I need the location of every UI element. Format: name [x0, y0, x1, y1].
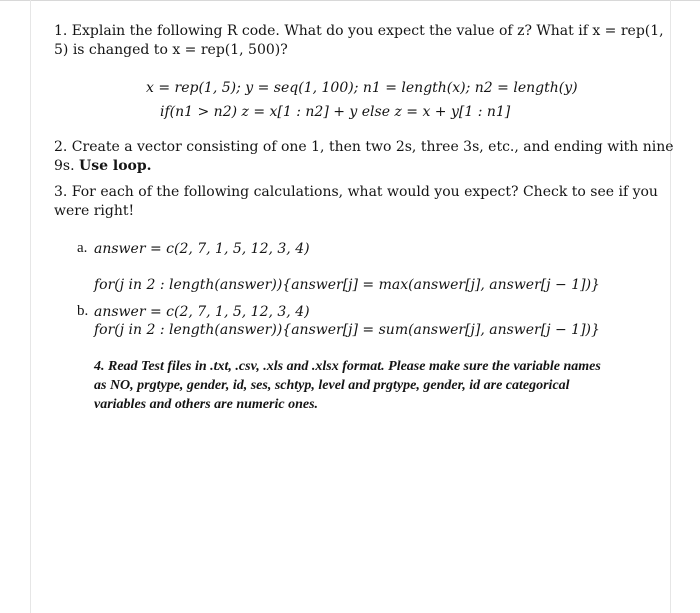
- q2-line-2-prefix: 9s.: [54, 158, 75, 174]
- q1-code-line-1: x = rep(1, 5); y = seq(1, 100); n1 = length(x); n2 = length(y): [146, 80, 578, 96]
- q1-line-1: 1. Explain the following R code. What do you expect the value of z? What if x = rep(1,: [54, 23, 664, 39]
- q3-line-2: were right!: [54, 203, 135, 219]
- q2-line-1: 2. Create a vector consisting of one 1, then two 2s, three 3s, etc., and ending with nine: [54, 139, 674, 155]
- q3b-label: b.: [77, 303, 89, 319]
- q3a-assign: answer = c(2, 7, 1, 5, 12, 3, 4): [94, 241, 310, 257]
- q4-line-3: variables and others are numeric ones.: [94, 397, 319, 412]
- q3a-loop: for(j in 2 : length(answer)){answer[j] = max(answer[j], answer[j − 1])}: [94, 277, 600, 293]
- q3b-loop: for(j in 2 : length(answer)){answer[j] = sum(answer[j], answer[j − 1])}: [94, 322, 600, 338]
- q3b-assign: answer = c(2, 7, 1, 5, 12, 3, 4): [94, 304, 310, 320]
- q4-line-1: 4. Read Test files in .txt, .csv, .xls and .xlsx format. Please make sure the variable names: [94, 359, 601, 374]
- page-right-border: [670, 0, 671, 613]
- q1-line-2: 5) is changed to x = rep(1, 500)?: [54, 42, 288, 58]
- q4-line-2: as NO, prgtype, gender, id, ses, schtyp, level and prgtype, gender, id are categorical: [94, 378, 570, 393]
- q3-line-1: 3. For each of the following calculations, what would you expect? Check to see if you: [54, 184, 658, 200]
- q2-use-loop: Use loop.: [79, 158, 152, 174]
- q3a-label: a.: [77, 240, 88, 256]
- q2-line-2: [54, 157, 152, 175]
- q1-code-line-2: if(n1 > n2) z = x[1 : n2] + y else z = x + y[1 : n1]: [160, 104, 511, 120]
- page-top-border: [0, 0, 700, 1]
- page-left-border: [30, 0, 31, 613]
